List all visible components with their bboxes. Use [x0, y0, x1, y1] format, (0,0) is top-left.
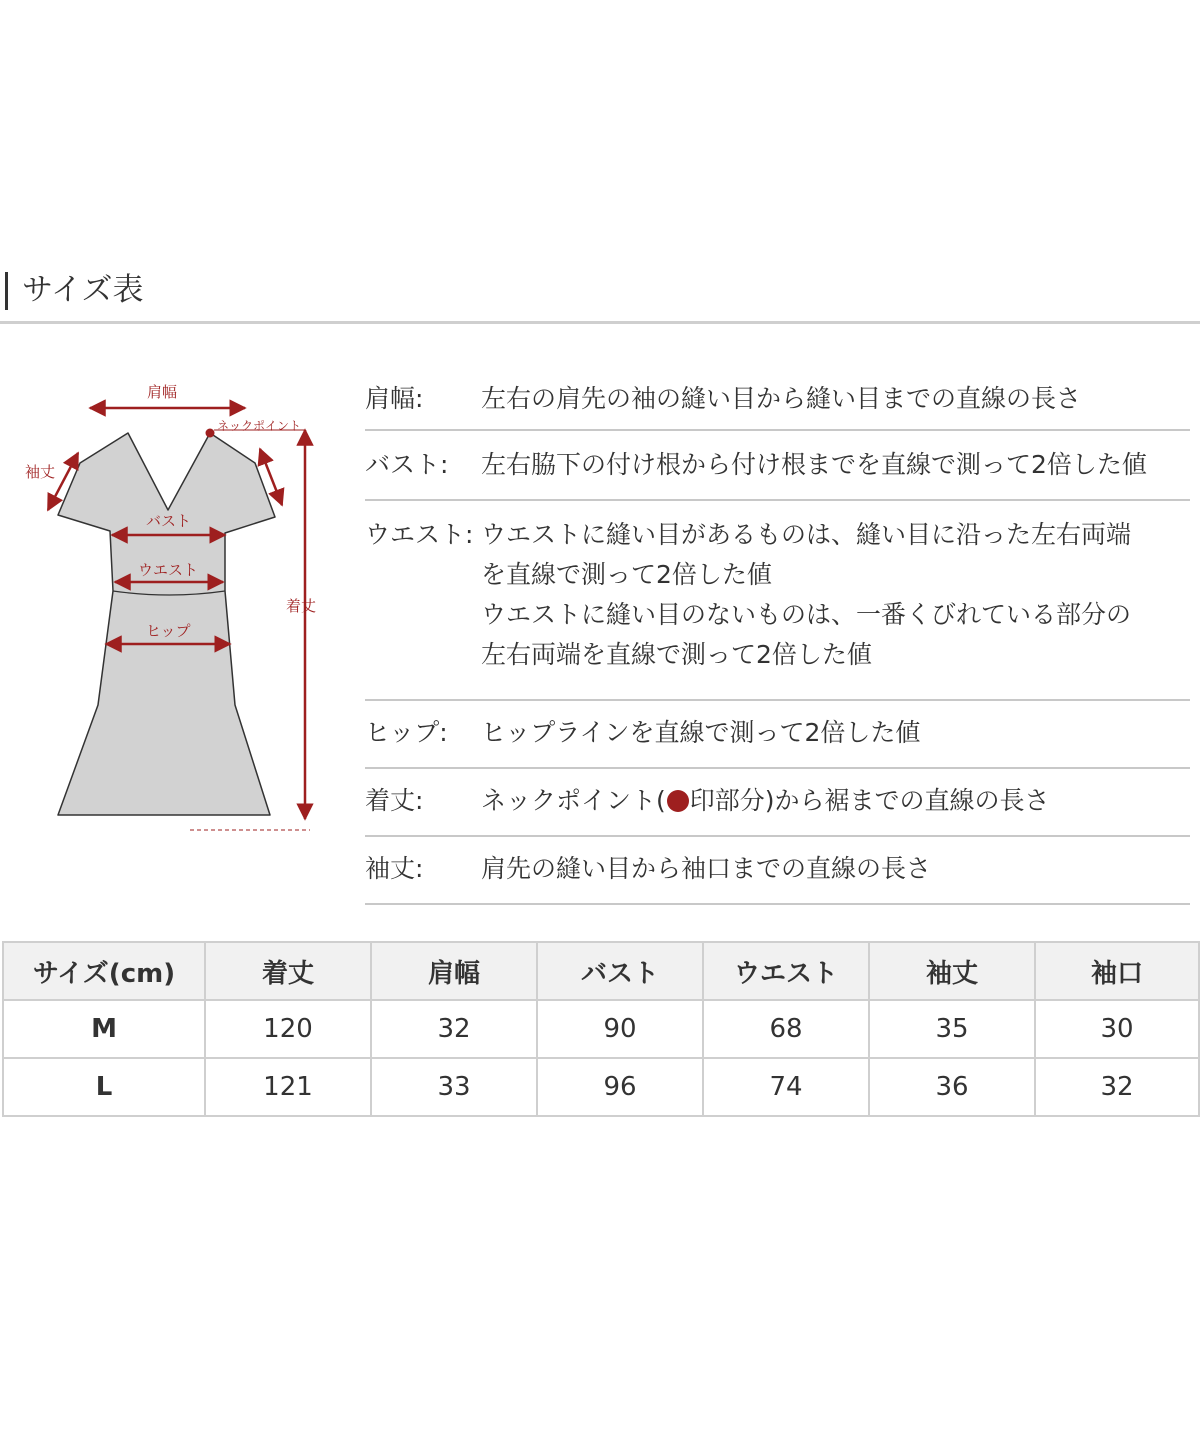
definition-line	[481, 781, 1190, 821]
table-cell: 74	[703, 1058, 869, 1116]
definition-text	[481, 701, 1190, 753]
definition-row	[365, 367, 1190, 431]
column-header: 袖口	[1035, 942, 1199, 1000]
measurement-definitions	[365, 367, 1190, 905]
column-header: 着丈	[205, 942, 371, 1000]
neck-point-dot-icon	[206, 429, 215, 438]
table-cell: 35	[869, 1000, 1035, 1058]
definition-line: 肩先の縫い目から袖口までの直線の長さ	[481, 854, 932, 883]
definition-text	[481, 431, 1190, 485]
label-neck-point: ネックポイント	[217, 419, 302, 433]
table-cell: 96	[537, 1058, 703, 1116]
definition-text	[481, 837, 1190, 889]
table-header-row	[3, 942, 1199, 1000]
label-length: 着丈	[286, 597, 317, 615]
definition-row	[365, 431, 1190, 501]
definition-row	[365, 837, 1190, 905]
table-cell: 120	[205, 1000, 371, 1058]
definition-text	[481, 367, 1190, 419]
red-dot-icon	[667, 790, 689, 812]
definition-term: ヒップ:	[365, 718, 448, 747]
definition-line: 左右脇下の付け根から付け根までを直線で測って2倍した値	[481, 450, 1147, 479]
definition-term: 肩幅:	[365, 384, 424, 413]
definition-line: を直線で測って2倍した値	[481, 560, 772, 589]
definition-text	[481, 769, 1190, 821]
label-bust: バスト	[146, 512, 192, 530]
table-cell: 32	[1035, 1058, 1199, 1116]
definition-term: 袖丈:	[365, 854, 424, 883]
definition-line: 左右両端を直線で測って2倍した値	[481, 640, 872, 669]
column-header: サイズ(cm)	[3, 942, 205, 1000]
definition-term: ウエスト:	[365, 520, 474, 549]
table-cell: 30	[1035, 1000, 1199, 1058]
table-cell: 33	[371, 1058, 537, 1116]
definition-text-pre: ネックポイント(	[481, 786, 666, 815]
title-divider	[0, 321, 1200, 324]
table-cell: 68	[703, 1000, 869, 1058]
column-header: ウエスト	[703, 942, 869, 1000]
size-label-cell: L	[3, 1058, 205, 1116]
definition-text-post: 印部分)から裾までの直線の長さ	[689, 786, 1050, 815]
column-header: バスト	[537, 942, 703, 1000]
definition-term: 着丈:	[365, 786, 424, 815]
dress-measurement-diagram	[20, 375, 340, 845]
table-row	[3, 1058, 1199, 1116]
table-row	[3, 1000, 1199, 1058]
column-header: 袖丈	[869, 942, 1035, 1000]
definition-line: ウエストに縫い目があるものは、縫い目に沿った左右両端	[481, 520, 1132, 549]
definition-line: ヒップラインを直線で測って2倍した値	[481, 718, 921, 747]
definition-term: バスト:	[365, 450, 449, 479]
label-hip: ヒップ	[146, 622, 191, 640]
table-cell: 36	[869, 1058, 1035, 1116]
label-shoulder: 肩幅	[147, 383, 178, 401]
section-header	[0, 268, 1200, 326]
definition-row	[365, 769, 1190, 837]
label-sleeve: 袖丈	[25, 463, 56, 481]
definition-row	[365, 701, 1190, 769]
definition-line: 左右の肩先の袖の縫い目から縫い目までの直線の長さ	[481, 384, 1082, 413]
definition-row	[365, 501, 1190, 701]
page-title: サイズ表	[22, 272, 144, 308]
size-label-cell: M	[3, 1000, 205, 1058]
definition-line: ウエストに縫い目のないものは、一番くびれている部分の	[481, 600, 1132, 629]
table-cell: 121	[205, 1058, 371, 1116]
column-header: 肩幅	[371, 942, 537, 1000]
definition-text	[481, 501, 1190, 675]
title-accent-bar	[5, 272, 8, 310]
size-table	[2, 941, 1200, 1117]
label-waist: ウエスト	[138, 561, 199, 579]
table-cell: 90	[537, 1000, 703, 1058]
table-cell: 32	[371, 1000, 537, 1058]
